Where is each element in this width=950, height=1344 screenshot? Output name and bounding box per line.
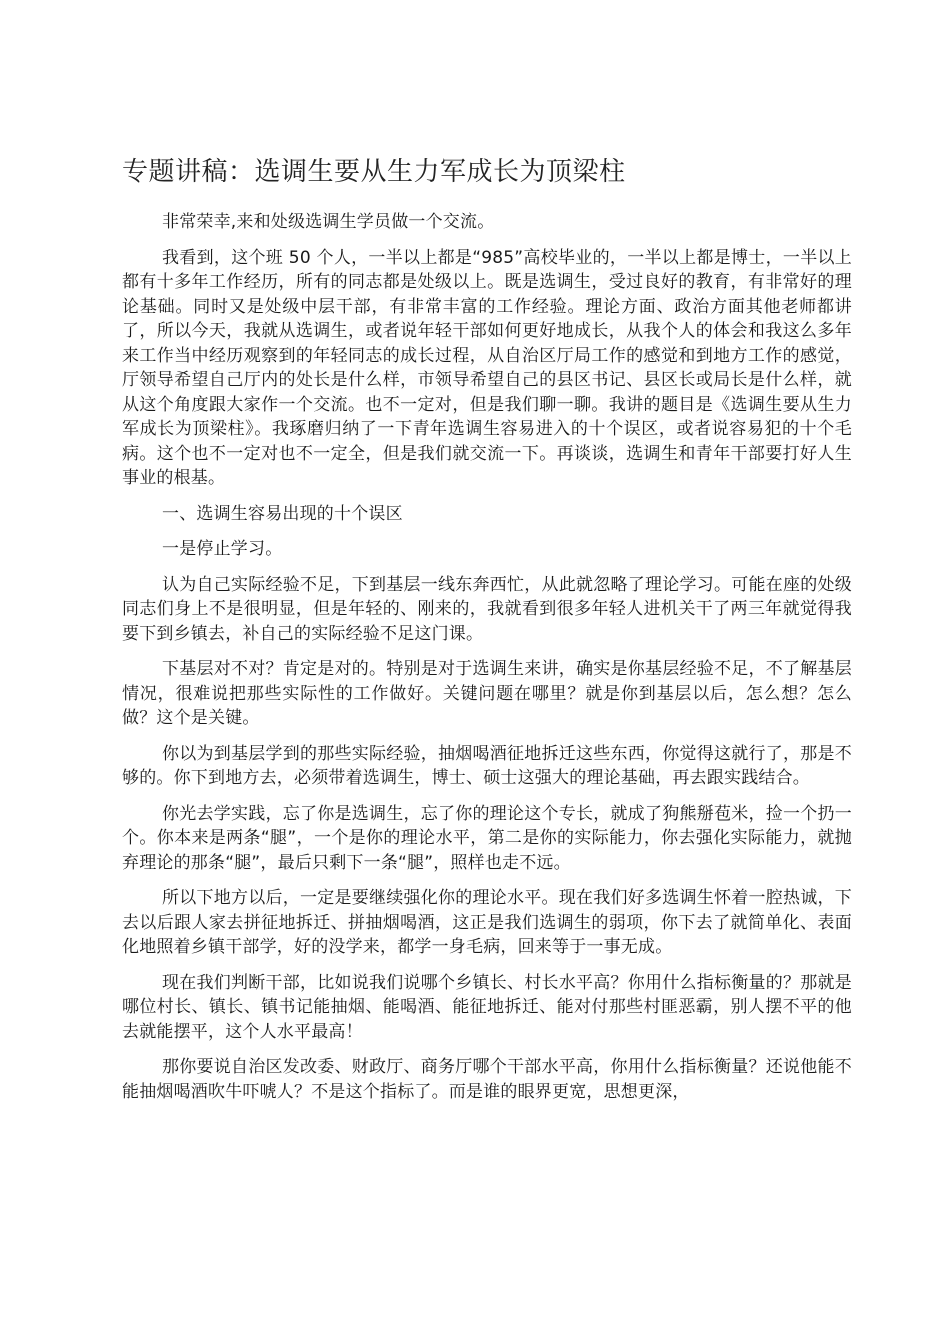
paragraph: 你以为到基层学到的那些实际经验，抽烟喝酒征地拆迁这些东西，你觉得这就行了，那是不够的。你下到地方去，必须带着选调生，博士、硕士这强大的理论基础，再去跟实践结合。 (122, 743, 852, 788)
paragraph: 下基层对不对？肯定是对的。特别是对于选调生来讲，确实是你基层经验不足，不了解基层情况，很难说把那些实际性的工作做好。关键问题在哪里？就是你到基层以后，怎么想？怎么做？这个是关键。 (122, 659, 852, 728)
paragraph: 你光去学实践，忘了你是选调生，忘了你的理论这个专长，就成了狗熊掰苞米，捡一个扔一个。你本来是两条“腿”，一个是你的理论水平，第二是你的实际能力，你去强化实际能力，就抛弃理论的那条“腿”，最后只剩下一条“腿”，照样也走不远。 (122, 803, 852, 873)
document-page (122, 152, 852, 1115)
paragraph-introduction: 我看到，这个班 50 个人，一半以上都是“985”高校毕业的，一半以上都是博士，一半以上都有十多年工作经历，所有的同志都是处级以上。既是选调生，受过良好的教育，有非常好的理论基础。同时又是处级中层干部，有非常丰富的工作经验。理论方面、政治方面其他老师都讲了，所以今天，我就从选调生，或者说年轻干部如何更好地成长，从我个人的体会和我这么多年来工作当中经历观察到的年轻同志的成长过程，从自治区厅局工作的感觉和到地方工作的感觉，厅领导希望自己厅内的处长是什么样，市领导希望自己的县区书记、县区长或局长是什么样，就从这个角度跟大家作一个交流。也不一定对，但是我们聊一聊。我讲的题目是《选调生要从生力军成长为顶梁柱》。我琢磨归纳了一下青年选调生容易进入的十个误区，或者说容易犯的十个毛病。这个也不一定对也不一定全，但是我们就交流一下。再谈谈，选调生和青年干部要打好人生事业的根基。 (122, 247, 852, 488)
paragraph: 所以下地方以后，一定是要继续强化你的理论水平。现在我们好多选调生怀着一腔热诚，下去以后跟人家去拼征地拆迁、拼抽烟喝酒，这正是我们选调生的弱项，你下去了就简单化、表面化地照着乡镇干部学，好的没学来，都学一身毛病，回来等于一事无成。 (122, 888, 852, 957)
paragraph-opening: 非常荣幸,来和处级选调生学员做一个交流。 (162, 212, 495, 232)
subsection-heading: 一是停止学习。 (162, 539, 283, 559)
paragraph: 现在我们判断干部，比如说我们说哪个乡镇长、村长水平高？你用什么指标衡量的？那就是哪位村长、镇长、镇书记能抽烟、能喝酒、能征地拆迁、能对付那些村匪恶霸，别人摆不平的他去就能摆平，这个人水平最高！ (122, 972, 852, 1042)
paragraph: 认为自己实际经验不足，下到基层一线东奔西忙，从此就忽略了理论学习。可能在座的处级同志们身上不是很明显，但是年轻的、刚来的，我就看到很多年轻人进机关干了两三年就觉得我要下到乡镇去，补自己的实际经验不足这门课。 (122, 574, 852, 644)
section-heading: 一、选调生容易出现的十个误区 (162, 503, 403, 524)
paragraph: 那你要说自治区发改委、财政厅、商务厅哪个干部水平高，你用什么指标衡量？还说他能不能抽烟喝酒吹牛吓唬人？不是这个指标了。而是谁的眼界更宽，思想更深， (122, 1057, 852, 1102)
document-title: 专题讲稿：选调生要从生力军成长为顶梁柱 (122, 157, 626, 187)
